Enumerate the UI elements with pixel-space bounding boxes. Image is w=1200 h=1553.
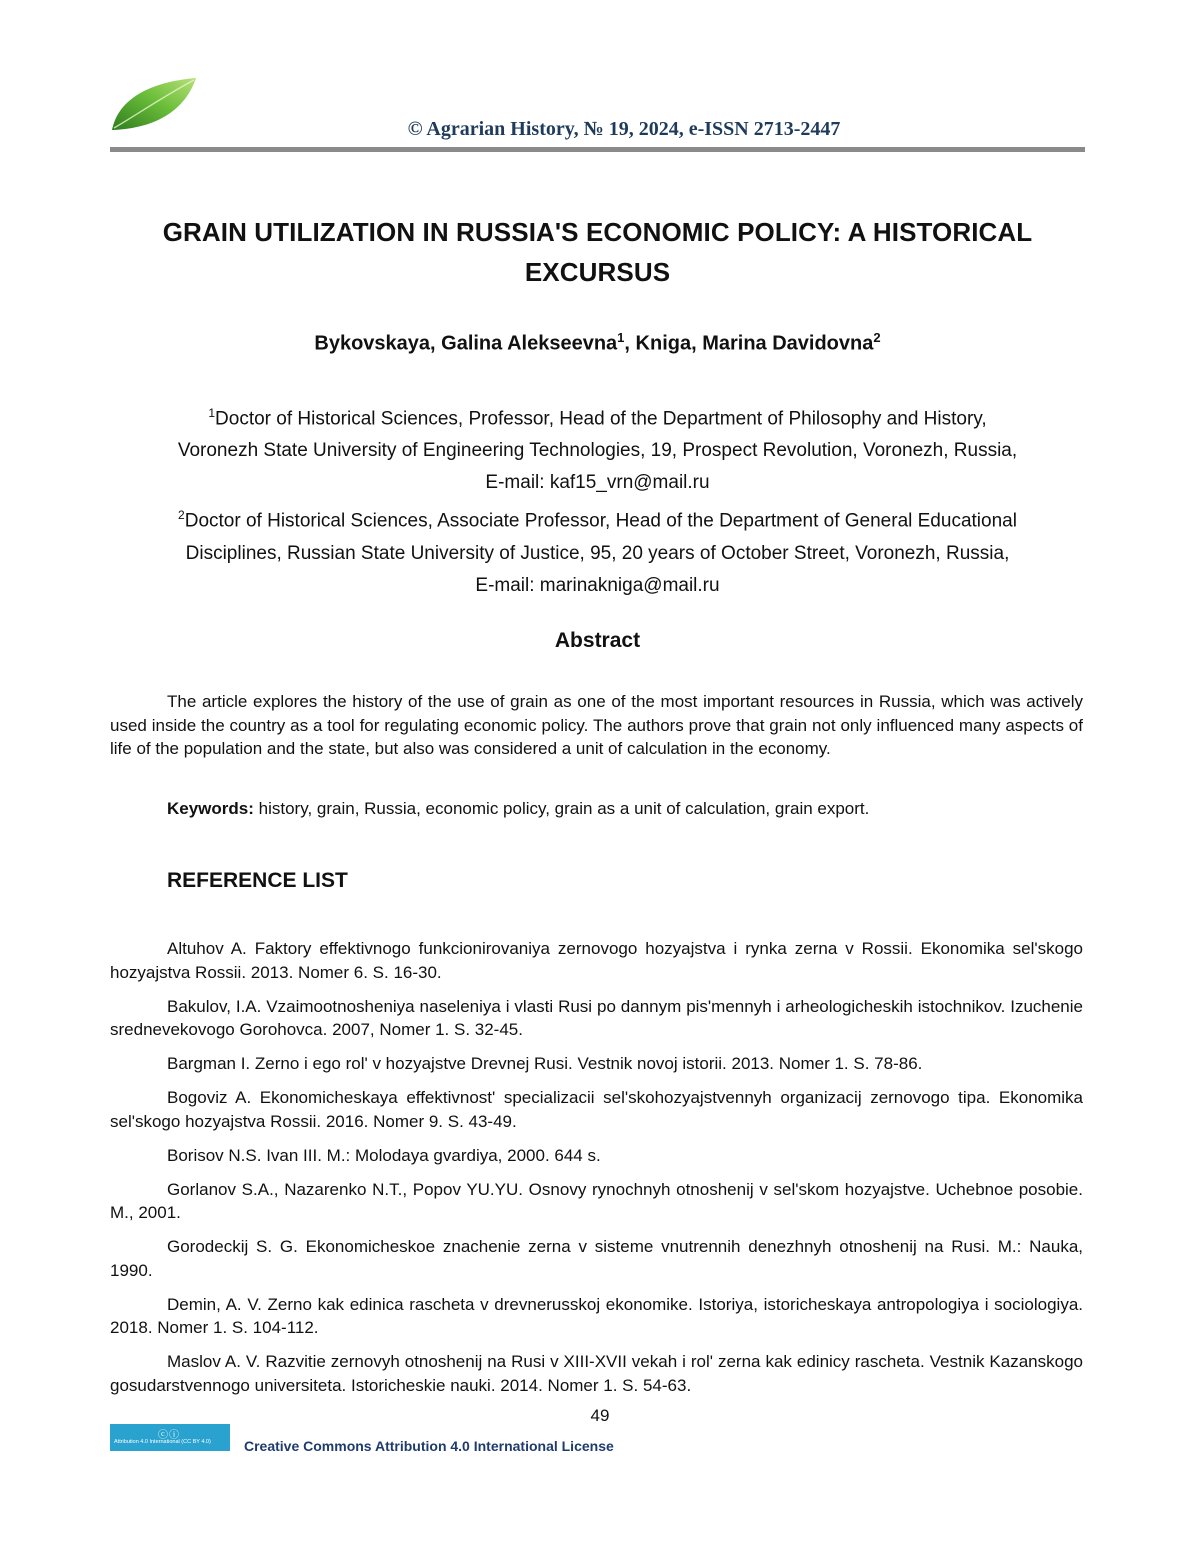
affiliation-2-email[interactable]: E-mail: marinakniga@mail.ru [475,574,720,596]
reference-item: Borisov N.S. Ivan III. M.: Molodaya gvardiya, 2000. 644 s. [167,1145,601,1165]
affiliation-2-superscript: 2 [178,508,185,523]
cc-by-icon: ⓒⓘ [158,1430,180,1441]
reference-item: Bakulov, I.A. Vzaimootnosheniya naseleniya i vlasti Rusi po dannym pis'mennyh i arheologicheskih istochnikov. Izuchenie srednevekovogo Gorohovca. 2007, Nomer 1. S. 32-45. [110,996,1083,1039]
keywords-text: history, grain, Russia, economic policy, grain as a unit of calculation, grain export. [253,799,870,818]
affiliation-2-text: Doctor of Historical Sciences, Associate Professor, Head of the Department of General Educational [184,510,1017,532]
title-line-2: EXCURSUS [524,257,671,287]
affiliation-2-line-2: Disciplines, Russian State University of Justice, 95, 20 years of October Street, Voronezh, Russia, [185,542,1010,564]
affiliation-1-text: Doctor of Historical Sciences, Professor, Head of the Department of Philosophy and History, [215,408,987,430]
author-2-superscript: 2 [873,330,881,345]
page-number: 49 [590,1406,610,1425]
cc-badge-text: Attribution 4.0 International (CC BY 4.0) [114,1439,211,1445]
cc-license-badge[interactable] [110,1424,230,1451]
affiliation-1-email[interactable]: E-mail: kaf15_vrn@mail.ru [485,472,710,494]
reference-item: Bargman I. Zerno i ego rol' v hozyajstve Drevnej Rusi. Vestnik novoj istorii. 2013. Nomer 1. S. 78-86. [167,1054,923,1073]
author-separator: , [624,332,636,355]
reference-item: Gorlanov S.A., Nazarenko N.T., Popov YU.YU. Osnovy rynochnyh otnoshenij v sel'skom hozyajstve. Uchebnoe posobie. M., 2001. [110,1179,1083,1222]
affiliation-1-superscript: 1 [208,406,216,420]
reference-item: Altuhov A. Faktory effektivnogo funkcionirovaniya zernovogo hozyajstva i rynka zerna v Rossii. Ekonomika sel'skogo hozyajstva Rossii. 2013. Nomer 6. S. 16-30. [110,939,1083,982]
reference-item: Maslov A. V. Razvitie zernovyh otnoshenij na Rusi v XIII-XVII vekah i rol' zerna kak edinicy rascheta. Vestnik Kazanskogo gosudarstvennogo universiteta. Istoricheskie nauki. 2014. Nomer 1. S. 54-63. [110,1352,1083,1395]
affiliation-1-line-2: Voronezh State University of Engineering Technologies, 19, Prospect Revolution, Voronezh, Russia, [177,440,1018,462]
author-2: Kniga, Marina Davidovna [635,332,874,355]
reference-item: Bogoviz A. Ekonomicheskaya effektivnost' specializacii sel'skohozyajstvennyh organizacij zernovogo tipa. Ekonomika sel'skogo hozyajstva Rossii. 2016. Nomer 9. S. 43-49. [110,1088,1083,1131]
author-1-superscript: 1 [617,330,625,345]
keywords-label: Keywords: [167,799,254,818]
affiliation-2-line-1 [110,499,1085,537]
reference-item: Demin, A. V. Zerno kak edinica rascheta v drevnerusskoj ekonomike. Istoriya, istoricheskaya antropologiya i sociologiya. 2018. Nomer 1. S. 104-112. [110,1294,1083,1337]
abstract-heading: Abstract [554,629,641,652]
title-line-1: GRAIN UTILIZATION IN RUSSIA'S ECONOMIC POLICY: A HISTORICAL [162,217,1033,247]
license-link[interactable]: Creative Commons Attribution 4.0 International License [244,1438,614,1454]
reference-list [110,937,1083,1408]
affiliation-1-line-1 [110,397,1085,435]
author-1: Bykovskaya, Galina Alekseevna [314,332,618,355]
journal-header: © Agrarian History, № 19, 2024, e-ISSN 2713-2447 [407,118,841,140]
article-title [110,212,1085,292]
authors [110,330,1085,356]
header-divider [110,147,1085,152]
affiliations [110,397,1085,602]
reference-item: Gorodeckij S. G. Ekonomicheskoe znachenie zerna v sisteme vnutrennih denezhnyh otnoshenij na Rusi. M.: Nauka, 1990. [110,1237,1083,1280]
references-heading: REFERENCE LIST [167,869,348,892]
keywords [167,799,1083,819]
abstract-text: The article explores the history of the use of grain as one of the most important resources in Russia, which was actively used inside the country as a tool for regulating economic policy. The authors prove that grain not only influenced many aspects of life of the population and the state, but also was considered a unit of calculation in the economy. [110,692,1083,758]
